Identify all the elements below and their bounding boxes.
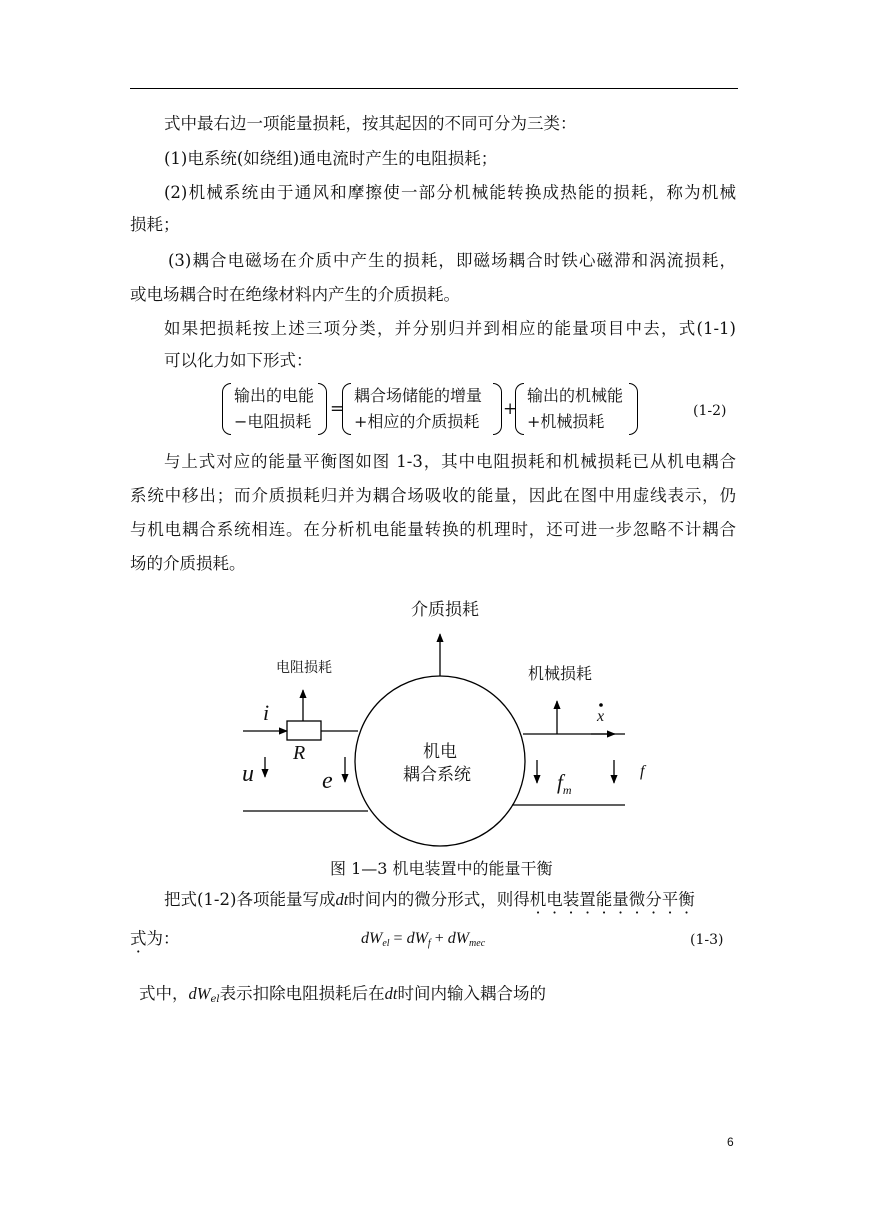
paragraph-line: (3)耦合电磁场在介质中产生的损耗，即磁场耦合时铁心磁滞和涡流损耗， (168, 251, 736, 270)
text-run: 时间内的微分形式，则得 (348, 890, 530, 909)
mechanical-loss-label: 机械损耗 (528, 664, 593, 683)
field-force-subscript: m (562, 783, 572, 798)
emphasized-term: 式 (130, 929, 147, 948)
eq-subscript: f (427, 938, 431, 949)
eq-equals: = (393, 930, 403, 947)
paragraph-line: (2)机械系统由于通风和摩擦使一部分机械能转换成热能的损耗，称为机械 (164, 183, 736, 202)
right-paren (493, 383, 502, 435)
figure-caption: 图 1—3 机电装置中的能量干衡 (330, 859, 553, 878)
paragraph-line: 如果把损耗按上述三项分类，并分别归并到相应的能量项目中去，式(1-1) (164, 319, 736, 338)
paragraph-line: 与机电耦合系统相连。在分析机电能量转换的机理时，还可进一步忽略不计耦合 (130, 520, 736, 539)
text-run: 把式(1-2)各项能量写成 (164, 890, 336, 909)
text-run: 时间内输入耦合场的 (397, 984, 546, 1003)
paragraph-line: 可以化力如下形式： (164, 351, 313, 370)
page-number: 6 (727, 1135, 734, 1149)
current-symbol: i (263, 700, 270, 725)
left-paren (342, 383, 351, 435)
eq-term-top: 输出的机械能 (527, 386, 624, 405)
dt-symbol: dt (384, 984, 398, 1003)
emphasized-char: 分 (645, 890, 662, 909)
eq-term-mechanical (515, 383, 638, 437)
dwel-subscript: el (210, 994, 220, 1005)
paragraph-line (164, 889, 695, 911)
emphasized-char: 电 (546, 890, 563, 909)
paragraph-line (139, 983, 546, 1011)
emf-symbol: e (322, 768, 333, 794)
emphasized-char: 机 (529, 890, 547, 909)
eq-term-bottom: −电阻损耗 (234, 412, 312, 431)
eq-plus: + (434, 930, 444, 947)
eq-plus: + (503, 399, 518, 419)
eq-term-top: 输出的电能 (234, 386, 315, 405)
emphasized-char: 能 (595, 890, 613, 909)
paragraph-line: 系统中移出；而介质损耗归并为耦合场吸收的能量，因此在图中用虚线表示，仍 (130, 486, 736, 505)
eq-term-bottom: +机械损耗 (527, 412, 605, 431)
emphasized-term (530, 890, 695, 909)
text-run: 为： (146, 929, 180, 948)
emphasized-char: 微 (628, 890, 646, 909)
force-symbol: f (640, 763, 645, 780)
field-force-symbol (557, 770, 572, 798)
equation-number: (1-2) (693, 403, 727, 419)
system-label-line1: 机电 (423, 742, 457, 762)
emphasized-char: 平 (661, 890, 679, 909)
resistance-loss-label: 电阻损耗 (276, 660, 332, 676)
system-label-line2: 耦合系统 (403, 765, 471, 785)
paragraph-line (130, 928, 180, 950)
velocity-symbol: x (597, 708, 605, 725)
emphasized-char: 衡 (678, 890, 695, 909)
field-force-base: f (557, 770, 563, 794)
paragraph-line: 与上式对应的能量平衡图如图 1-3，其中电阻损耗和机械损耗已从机电耦合 (164, 452, 736, 471)
emphasized-char: 置 (579, 890, 596, 909)
eq-term-electric (222, 383, 327, 437)
paragraph-line: 场的介质损耗。 (130, 554, 246, 573)
header-rule (130, 88, 738, 89)
emphasized-char: 装 (562, 890, 580, 909)
xdot-dot (599, 703, 603, 707)
eq-equals: = (330, 399, 345, 419)
eq-term: dW (447, 930, 470, 947)
left-paren (222, 383, 231, 435)
text-run: 式中， (139, 984, 189, 1003)
text-run: 表示扣除电阻损耗后在 (219, 984, 385, 1003)
right-paren (318, 383, 327, 435)
emphasized-char: 量 (612, 890, 629, 909)
dielectric-loss-label: 介质损耗 (411, 600, 479, 620)
paragraph-line: (1)电系统(如绕组)通电流时产生的电阻损耗； (164, 149, 498, 168)
right-paren (629, 383, 638, 435)
paragraph-line: 损耗； (130, 215, 180, 234)
eq-term: dW (361, 930, 383, 947)
paragraph-line: 或电场耦合时在绝缘材料内产生的介质损耗。 (130, 285, 460, 304)
dt-symbol: dt (335, 890, 349, 909)
equation-number: (1-3) (690, 932, 724, 948)
equation-1-3 (361, 928, 485, 955)
resistance-symbol: R (293, 742, 306, 764)
eq-term-field (342, 383, 502, 437)
voltage-symbol: u (242, 761, 254, 787)
left-paren (515, 383, 524, 435)
paragraph-line: 式中最右边一项能量损耗，按其起因的不同可分为三类： (164, 114, 577, 133)
eq-subscript: mec (469, 938, 486, 949)
eq-term-bottom: +相应的介质损耗 (354, 412, 480, 431)
resistor-box (287, 721, 321, 740)
eq-subscript: el (382, 938, 390, 949)
dwel-symbol: dW (188, 984, 211, 1003)
eq-term-top: 耦合场储能的增量 (354, 386, 483, 405)
eq-term: dW (406, 930, 428, 947)
